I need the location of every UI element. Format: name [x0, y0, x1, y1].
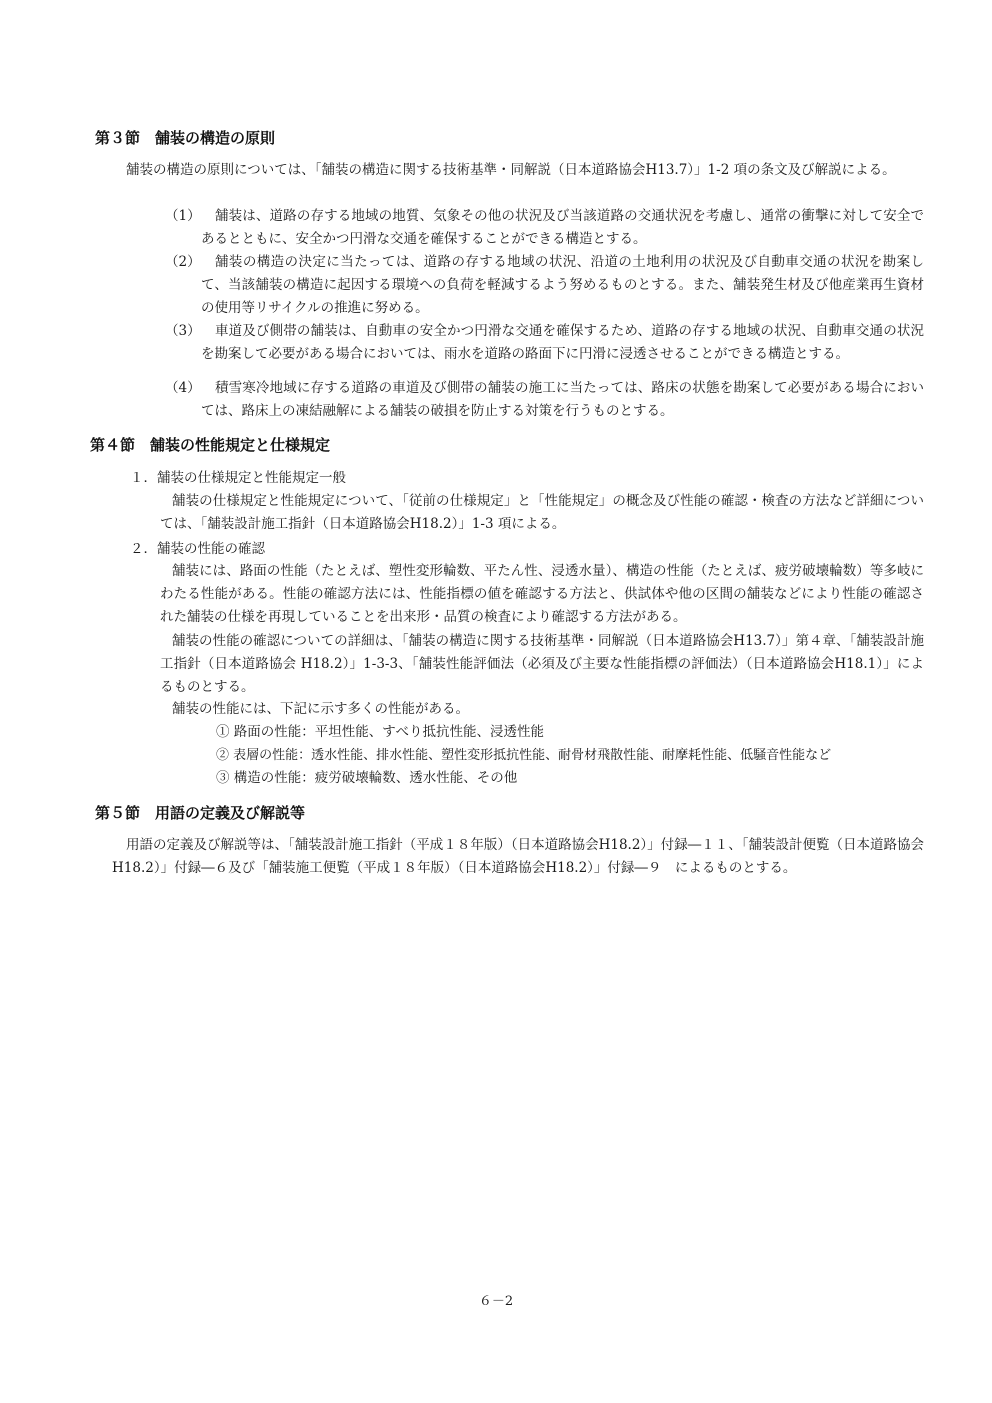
section-3-item-1: 舗装は、道路の存する地域の地質、気象その他の状況及び当該道路の交通状況を考慮し、通常の衝撃に対して安全であるとともに、安全かつ円滑な交通を確保することができる構造とする。 — [201, 208, 924, 247]
section-3-intro: 舗装の構造の原則については、「舗装の構造に関する技術基準・同解説（日本道路協会H13.7）」1-2 項の条文及び解説による。 — [126, 162, 896, 178]
item-number: （2） — [165, 254, 201, 270]
subsection-1-body: 舗装の仕様規定と性能規定について、「従前の仕様規定」と「性能規定」の概念及び性能の確認・検査の方法など詳細については、「舗装設計施工指針（日本道路協会H18.2）」1-3 項による。 — [160, 493, 924, 532]
section-5-heading: 第５節 用語の定義及び解説等 — [95, 804, 306, 822]
page-number: ６－2 — [478, 1294, 514, 1309]
item-number: （4） — [165, 380, 201, 396]
subsection-2-title: ２．舗装の性能の確認 — [130, 541, 265, 557]
performance-list-item: ② 表層の性能：透水性能、排水性能、塑性変形抵抗性能、耐骨材飛散性能、耐摩耗性能、低騒音性能など — [216, 748, 832, 763]
subsection-2-body-2: 舗装の性能の確認についての詳細は、「舗装の構造に関する技術基準・同解説（日本道路協会H13.7）」第４章、「舗装設計施工指針（日本道路協会 H18.2）」1-3-3、「舗装性能評価法（必須及び主要な性能指標の評価法）（日本道路協会H18.1）」によるものとする。 — [160, 633, 924, 695]
performance-list-item: ① 路面の性能：平坦性能、すべり抵抗性能、浸透性能 — [216, 724, 545, 740]
performance-list-item: ③ 構造の性能：疲労破壊輪数、透水性能、その他 — [216, 770, 518, 786]
section-5-body: 用語の定義及び解説等は、「舗装設計施工指針（平成１８年版）（日本道路協会H18.2）」付録―１１、「舗装設計便覧（日本道路協会H18.2）」付録―６及び「舗装施工便覧（平成１８年版）（日本道路協会H18.2）」付録―９ によるものとする。 — [112, 837, 924, 876]
item-number: （3） — [165, 323, 201, 339]
section-3-heading: 第３節 舗装の構造の原則 — [95, 129, 276, 147]
subsection-2-body-1: 舗装には、路面の性能（たとえば、塑性変形輪数、平たん性、浸透水量）、構造の性能（たとえば、疲労破壊輪数）等多岐にわたる性能がある。性能の確認方法には、性能指標の値を確認する方法と、供試体や他の区間の舗装などにより性能の確認された舗装の仕様を再現していることを出来形・品質の検査により確認する方法がある。 — [160, 563, 924, 625]
subsection-2-body-3: 舗装の性能には、下記に示す多くの性能がある。 — [172, 701, 469, 717]
item-number: （1） — [165, 208, 201, 224]
section-3-item-2: 舗装の構造の決定に当たっては、道路の存する地域の状況、沿道の土地利用の状況及び自動車交通の状況を勘案して、当該舗装の構造に起因する環境への負荷を軽減するよう努めるものとする。また、舗装発生材及び他産業再生資材の使用等リサイクルの推進に努める。 — [201, 254, 924, 316]
section-3-item-3: 車道及び側帯の舗装は、自動車の安全かつ円滑な交通を確保するため、道路の存する地域の状況、自動車交通の状況を勘案して必要がある場合においては、雨水を道路の路面下に円滑に浸透させることができる構造とする。 — [201, 323, 924, 362]
subsection-1-title: １．舗装の仕様規定と性能規定一般 — [130, 470, 346, 486]
section-4-heading: 第４節 舗装の性能規定と仕様規定 — [90, 436, 331, 454]
section-3-item-4: 積雪寒冷地域に存する道路の車道及び側帯の舗装の施工に当たっては、路床の状態を勘案して必要がある場合においては、路床上の凍結融解による舗装の破損を防止する対策を行うものとする。 — [201, 380, 924, 419]
